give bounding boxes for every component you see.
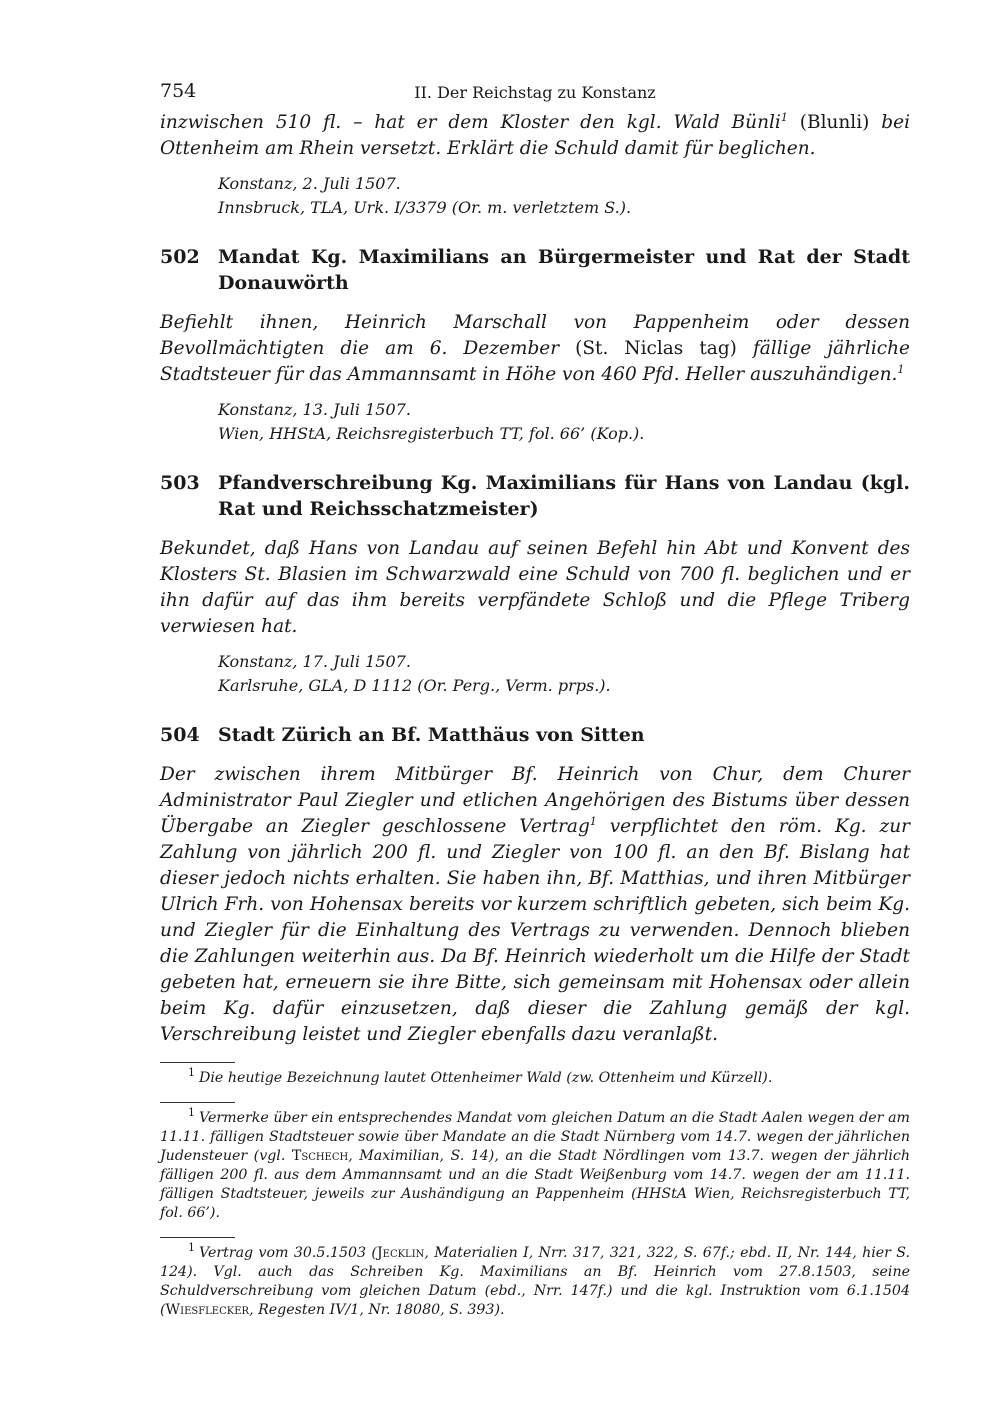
entry-504-heading [160, 722, 910, 748]
entry-501-source [218, 172, 910, 220]
page [160, 80, 910, 1334]
footnote-mark: 1 [188, 1066, 195, 1080]
regest-text: inzwischen 510 fl. – hat er dem Kloster den kgl. Wald Bünli [160, 112, 781, 133]
footnote-text: Vermerke über ein entsprechendes Mandat vom gleichen Datum an die Stadt Aalen wegen der am 11.11. fälligen Stadtsteuer sowie über Mandate an die Stadt Nürnberg vom 14.7. wegen der jährlichen Judensteuer (vgl. [160, 1110, 910, 1164]
footnote-ref: 1 [589, 814, 597, 828]
entry-502-regest [160, 310, 910, 388]
footnote-ref: 1 [897, 362, 905, 376]
footnote-text: , Maximilian, S. 14), an die Stadt Nördlingen vom 13.7. wegen der jährlich fälligen 200 fl. aus dem Ammannsamt und an die Stadt Weißenburg vom 14.7. wegen der am 11.11. fälligen Stadtsteuer, jeweils zur Aushändigung an Pappenheim (HHStA Wien, Reichsregisterbuch TT, fol. 66’). [160, 1148, 910, 1221]
footnote-text: , Materialien I, Nrr. 317, 321, 322, S. 67f.; ebd. II, Nr. 144, hier S. 124). Vgl. auch das Schreiben Kg. Maximilians an Bf. Heinrich vom 27.8.1503, seine Schuldverschreibung vom gleichen Datum (ebd., Nrr. 147f.) und die kgl. Instruktion vom 6.1.1504 ( [160, 1245, 910, 1318]
entry-502-heading [160, 244, 910, 296]
footnotes [160, 1062, 910, 1320]
footnote-text: Vertrag vom 30.5.1503 ( [199, 1245, 377, 1261]
footnote-divider [160, 1062, 235, 1063]
entry-504-regest [160, 762, 910, 1048]
running-title: II. Der Reichstag zu Konstanz [414, 83, 656, 102]
entry-503-regest: Bekundet, daß Hans von Landau auf seinen Befehl hin Abt und Konvent des Klosters St. Blasien im Schwarzwald eine Schuld von 700 fl. beglichen und er ihn dafür auf das ihm bereits verpfändete Schloß und die Pflege Triberg verwiesen hat. [160, 538, 910, 637]
entry-title: Mandat Kg. Maximilians an Bürgermeister und Rat der Stadt Donauwörth [218, 246, 910, 294]
footnote [160, 1066, 910, 1088]
regest-text: Befiehlt ihnen, Heinrich Marschall von Pappenheim oder dessen Bevollmächtigten die am 6. Dezember [160, 312, 910, 359]
running-head [160, 80, 910, 110]
entry-title: Stadt Zürich an Bf. Matthäus von Sitten [218, 724, 645, 746]
author-name: Tschech [291, 1148, 349, 1164]
entry-title: Pfandverschreibung Kg. Maximilians für Hans von Landau (kgl. Rat und Reichsschatzmeister) [218, 472, 910, 520]
entry-503-heading [160, 470, 910, 522]
footnote [160, 1241, 910, 1320]
entry-501-regest [160, 110, 910, 162]
place-date: Konstanz, 17. Juli 1507. [218, 652, 411, 671]
footnote-divider [160, 1237, 235, 1238]
page-number: 754 [160, 80, 197, 102]
footnote-mark: 1 [188, 1106, 195, 1120]
entry-number: 504 [160, 724, 200, 746]
footnote-text: , Regesten IV/1, Nr. 18080, S. 393). [249, 1302, 505, 1318]
footnote [160, 1106, 910, 1223]
footnote-mark: 1 [188, 1241, 195, 1255]
author-name: Wiesflecker [165, 1302, 250, 1318]
regest-text: bei Ottenheim am Rhein versetzt. Erklärt die Schuld damit für beglichen. [160, 112, 910, 159]
place-date: Konstanz, 13. Juli 1507. [218, 400, 411, 419]
entry-number: 503 [160, 472, 200, 494]
entry-502-source [218, 398, 910, 446]
quoted-name: (Blunli) [787, 112, 882, 133]
entry-number: 502 [160, 246, 200, 268]
footnote-ref: 1 [780, 110, 788, 124]
regest-text: verpflichtet den röm. Kg. zur Zahlung von jährlich 200 fl. und Ziegler von 100 fl. an den Bf. Bislang hat dieser jedoch nichts erhalten. Sie haben ihn, Bf. Matthias, und ihren Mitbürger Ulrich Frh. von Hohensax bereits vor kurzem schriftlich gebeten, sich beim Kg. und Ziegler für die Einhaltung des Vertrags zu verwenden. Dennoch blieben die Zahlungen weiterhin aus. Da Bf. Heinrich wiederholt um die Hilfe der Stadt gebeten hat, erneuern sie ihre Bitte, sich gemeinsam mit Hohensax oder allein beim Kg. dafür einzusetzen, daß dieser die Zahlung gemäß der kgl. Verschreibung leistet und Ziegler ebenfalls dazu veranlaßt. [160, 816, 910, 1045]
regest-text: fällige jährliche Stadtsteuer für das Ammannsamt in Höhe von 460 Pfd. Heller auszuhändigen. [160, 338, 910, 385]
footnote-text: Die heutige Bezeichnung lautet Ottenheimer Wald (zw. Ottenheim und Kürzell). [199, 1070, 773, 1086]
place-date: Konstanz, 2. Juli 1507. [218, 174, 401, 193]
quoted-name: (St. Niclas tag) [559, 338, 753, 359]
entry-503-source [218, 650, 910, 698]
archive-reference: Wien, HHStA, Reichsregisterbuch TT, fol. 66’ (Kop.). [218, 424, 645, 443]
regest-text: Der zwischen ihrem Mitbürger Bf. Heinrich von Chur, dem Churer Administrator Paul Ziegler und etlichen Angehörigen des Bistums über dessen Übergabe an Ziegler geschlossene Vertrag [160, 764, 910, 837]
author-name: Jecklin [376, 1245, 425, 1261]
archive-reference: Karlsruhe, GLA, D 1112 (Or. Perg., Verm. prps.). [218, 676, 611, 695]
archive-reference: Innsbruck, TLA, Urk. I/3379 (Or. m. verletztem S.). [218, 198, 632, 217]
footnote-divider [160, 1102, 235, 1103]
